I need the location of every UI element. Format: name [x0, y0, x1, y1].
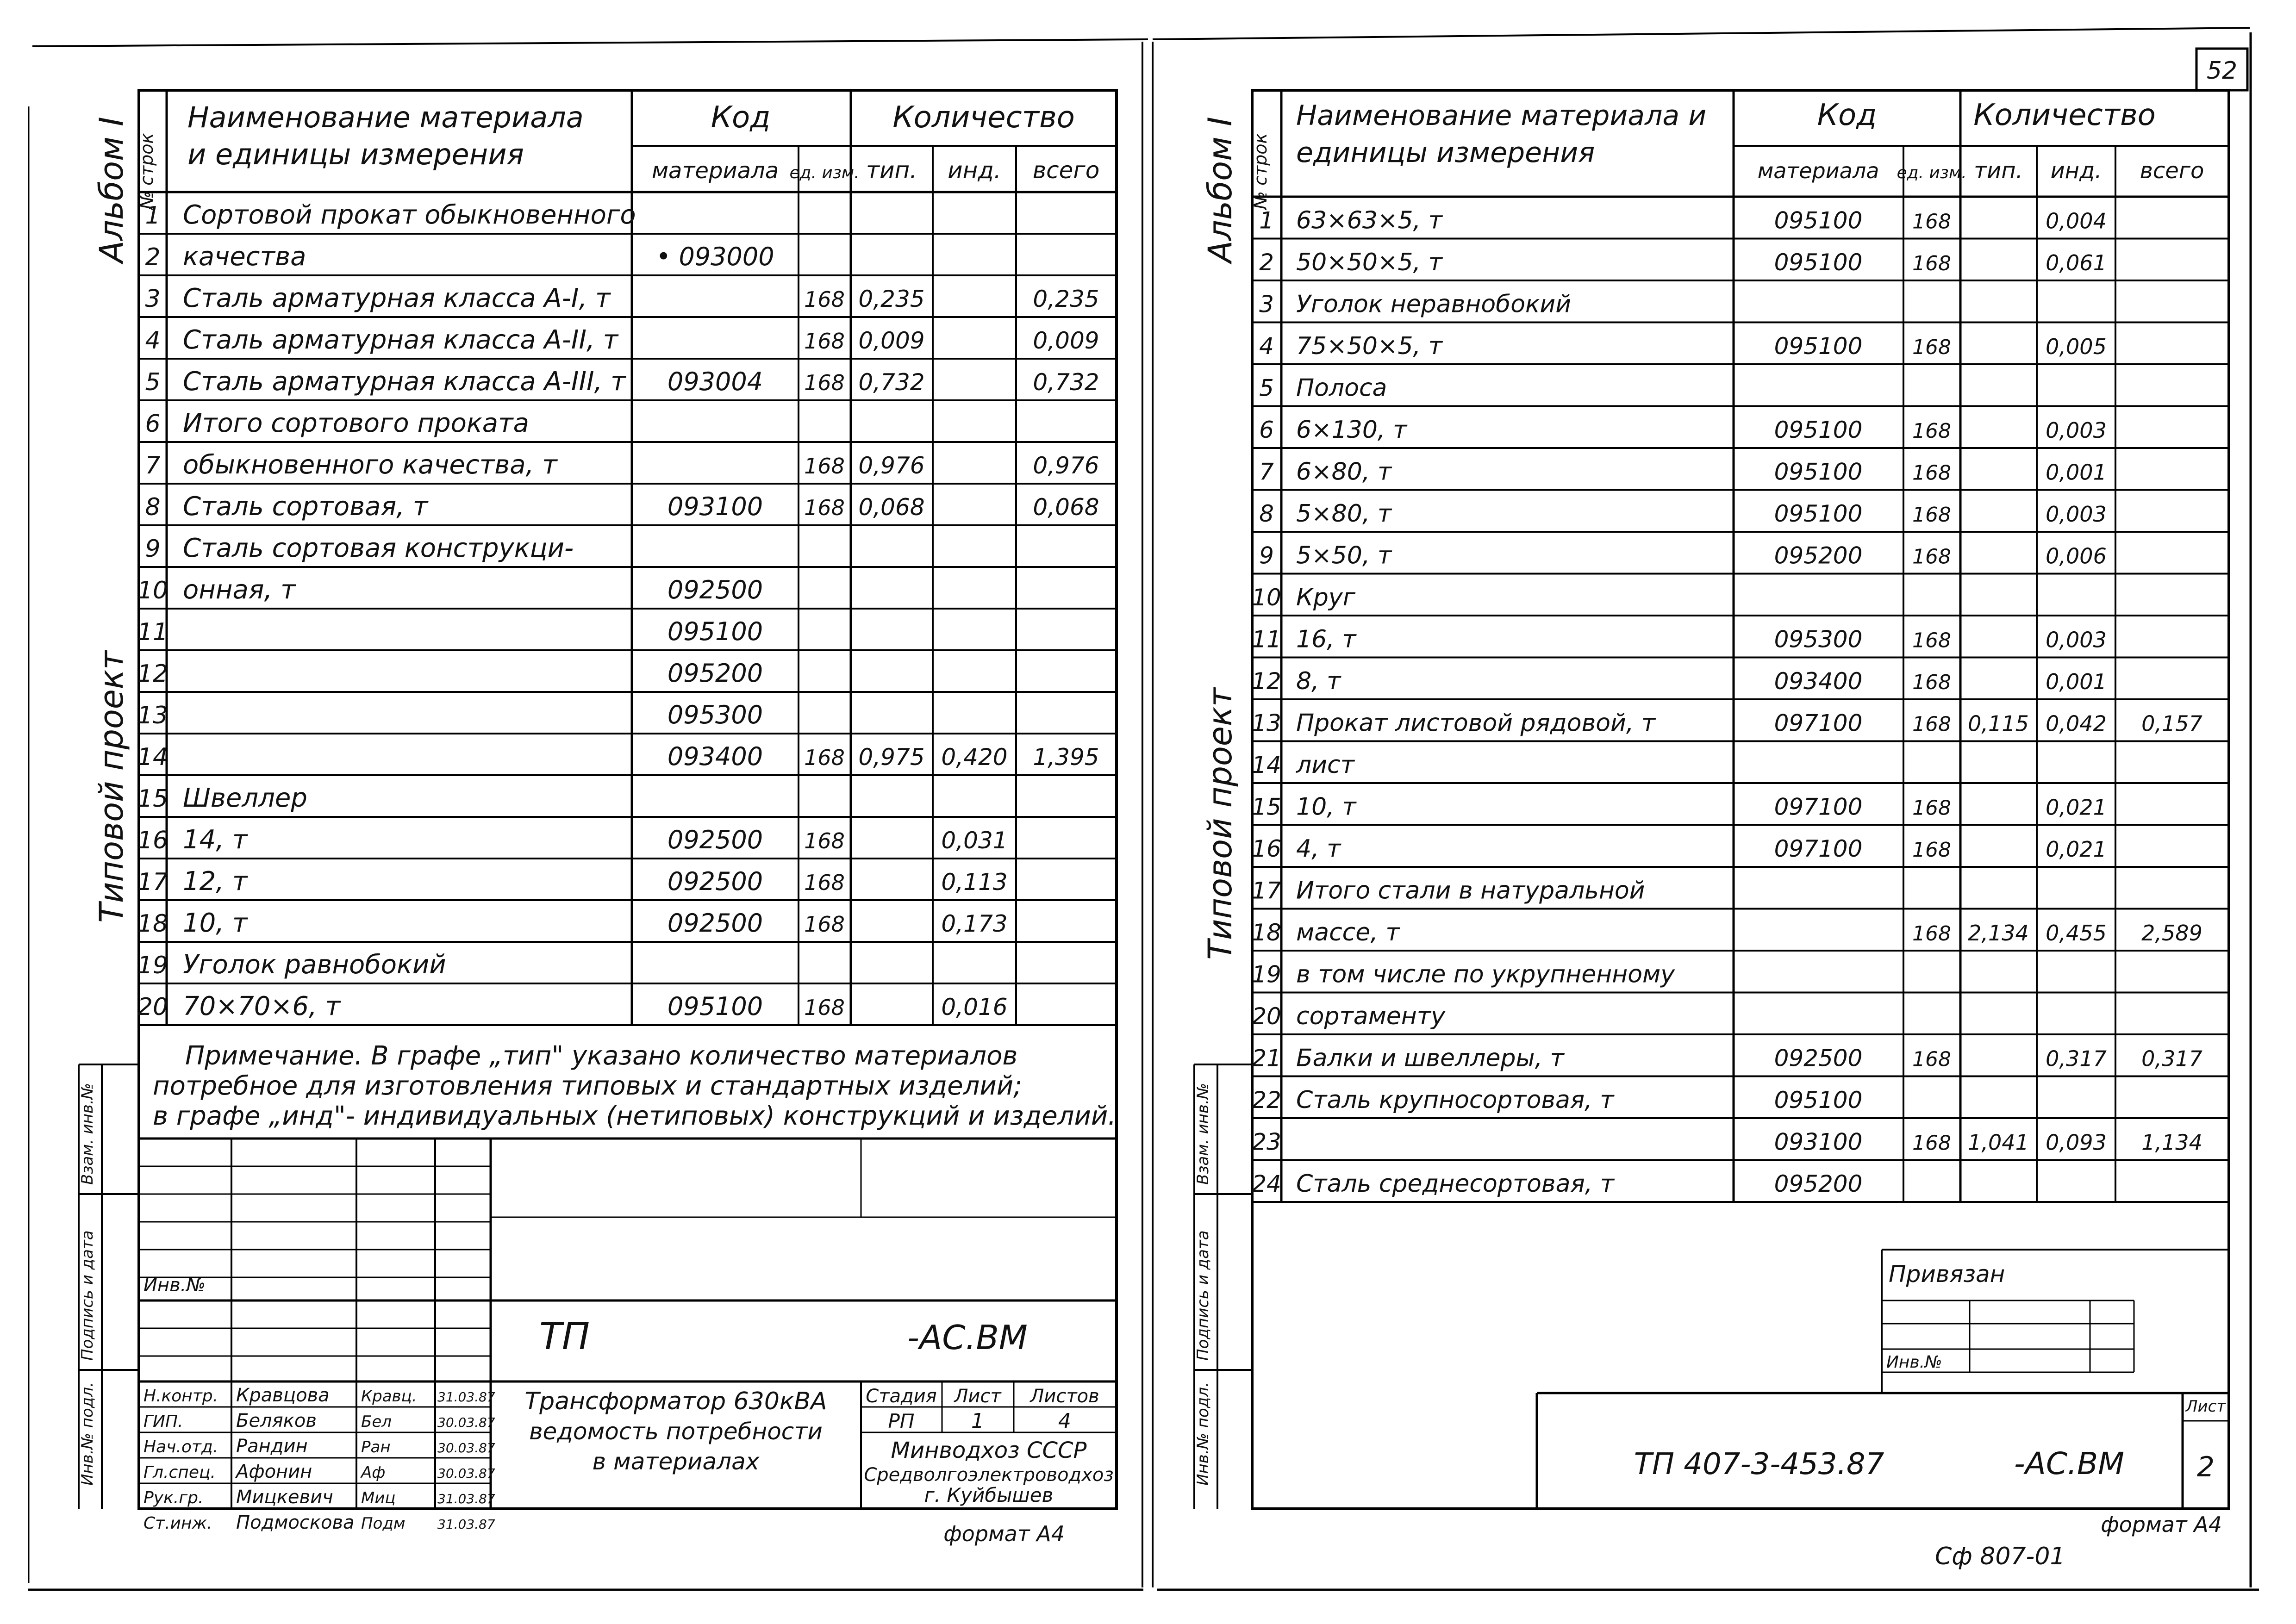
tb-org-3: г. Куйбышев: [924, 1484, 1054, 1506]
row-number: 10: [137, 577, 168, 604]
row-name: Сталь крупносортовая, т: [1296, 1086, 1614, 1114]
row-name: 50×50×5, т: [1296, 249, 1442, 276]
header-qty-right: Количество: [1973, 98, 2156, 132]
row-code: 095300: [667, 700, 763, 729]
row-unit: 168: [804, 329, 845, 354]
row-number: 9: [145, 535, 161, 563]
row-total: 1,134: [2141, 1130, 2202, 1155]
row-code: 093400: [1774, 668, 1863, 695]
row-typ: 2,134: [1968, 921, 2029, 946]
row-unit: 168: [1912, 671, 1951, 694]
header-name-2-right: единицы измерения: [1296, 137, 1595, 169]
row-ind: 0,455: [2046, 921, 2107, 946]
row-name: Сталь арматурная класса А-II, т: [183, 325, 618, 355]
row-number: 6: [1259, 417, 1274, 443]
row-name: 63×63×5, т: [1296, 206, 1442, 235]
tb-sheets-label: Листов: [1030, 1386, 1099, 1407]
row-name: Сталь арматурная класса А-I, т: [183, 283, 611, 313]
row-unit: 168: [804, 912, 845, 937]
row-code: 092500: [667, 825, 763, 854]
row-total: 0,009: [1033, 327, 1099, 354]
tb-title-3: в материалах: [592, 1448, 760, 1475]
row-name: сортаменту: [1296, 1002, 1445, 1030]
note-line-1: Примечание. В графе „тип" указано количество материалов: [185, 1041, 1018, 1071]
row-code: 093004: [667, 367, 763, 396]
header-code: Код: [711, 100, 771, 135]
tb-date: 30.03.87: [437, 1466, 495, 1481]
table-row: [1252, 751, 1355, 779]
table-row: [145, 533, 574, 563]
row-name: Уголок равнобокий: [183, 950, 446, 980]
table-row: [145, 200, 636, 230]
row-ind: 0,021: [2046, 837, 2107, 862]
row-code: 093400: [667, 742, 763, 771]
row-unit: 168: [804, 495, 845, 520]
row-name: онная, т: [183, 575, 296, 605]
row-number: 14: [137, 743, 168, 771]
row-number: 8: [1259, 500, 1274, 527]
row-total: 0,235: [1033, 286, 1099, 312]
stamp-sign-left: Подпись и дата: [78, 1230, 97, 1361]
row-number: 24: [1252, 1170, 1281, 1197]
row-code: 095100: [667, 617, 763, 646]
row-name: Балки и швеллеры, т: [1296, 1044, 1564, 1072]
tb-sign: Ран: [361, 1438, 391, 1456]
stamp-vzam-left: Взам. инв.№: [78, 1083, 97, 1185]
row-name: Сталь арматурная класса А-III, т: [183, 367, 626, 397]
tb-title-1: Трансформатор 630кВА: [524, 1388, 827, 1415]
tb-stage: РП: [888, 1410, 915, 1432]
row-number: 22: [1252, 1087, 1281, 1114]
tb-sign: Бел: [361, 1412, 392, 1431]
row-ind: 0,003: [2046, 418, 2107, 443]
row-number: 5: [145, 368, 161, 396]
row-code: • 093000: [656, 242, 774, 271]
row-name: 12, т: [183, 866, 248, 896]
header-code-right: Код: [1817, 98, 1877, 132]
row-number: 12: [1252, 668, 1281, 695]
row-ind: 0,003: [2046, 502, 2107, 527]
row-unit: 168: [1912, 210, 1951, 234]
row-number: 18: [1252, 919, 1281, 946]
row-name: 5×80, т: [1296, 500, 1392, 528]
row-unit: 168: [804, 828, 845, 853]
note-line-2: потребное для изготовления типовых и стандартных изделий;: [153, 1071, 1022, 1101]
row-code: 092500: [667, 867, 763, 896]
row-number: 16: [137, 827, 168, 854]
header-row-no-right: № строк: [1250, 133, 1271, 210]
row-ind: 0,173: [941, 910, 1008, 937]
tb-date: 31.03.87: [437, 1517, 495, 1532]
row-ind: 0,016: [941, 994, 1008, 1020]
row-unit: 168: [1912, 1047, 1951, 1071]
row-name: 75×50×5, т: [1296, 332, 1442, 360]
doc-sheet: 2: [2196, 1451, 2215, 1483]
tb-role: Рук.гр.: [144, 1488, 204, 1507]
row-number: 21: [1252, 1045, 1281, 1072]
row-name: Итого сортового проката: [183, 408, 529, 438]
row-number: 3: [1259, 291, 1274, 318]
row-number: 1: [1259, 207, 1274, 234]
row-code: 093100: [667, 492, 763, 521]
row-code: 095200: [667, 659, 763, 688]
row-number: 20: [1252, 1003, 1281, 1030]
row-number: 7: [145, 452, 161, 479]
row-total: 2,589: [2141, 921, 2202, 946]
stamp-vzam-right: Взам. инв.№: [1194, 1083, 1212, 1185]
row-typ: 1,041: [1968, 1130, 2029, 1155]
row-total: 1,395: [1033, 744, 1099, 771]
row-ind: 0,001: [2046, 460, 2107, 485]
row-number: 16: [1252, 835, 1281, 862]
row-name: качества: [183, 242, 306, 272]
row-ind: 0,031: [941, 827, 1008, 854]
tb-tp: ТП: [539, 1315, 590, 1358]
tb-role: Гл.спец.: [144, 1463, 216, 1482]
tb-sign: Аф: [361, 1463, 386, 1482]
row-unit: 168: [804, 995, 845, 1020]
row-name: Круг: [1296, 584, 1356, 611]
row-code: 095100: [667, 992, 763, 1021]
tb-inv-no: Инв.№: [144, 1275, 206, 1296]
table-row: [1252, 877, 1645, 905]
row-number: 19: [137, 952, 168, 979]
row-unit: 168: [1912, 796, 1951, 820]
tb-stage-label: Стадия: [866, 1386, 937, 1407]
row-name: Уголок неравнобокий: [1296, 290, 1572, 318]
header-sub-total-right: всего: [2140, 158, 2204, 184]
row-name: Итого стали в натуральной: [1296, 877, 1645, 905]
row-unit: 168: [804, 454, 845, 479]
stamp-inv-left: Инв.№ подл.: [78, 1382, 97, 1486]
tb-date: 30.03.87: [437, 1415, 495, 1430]
tb-title-2: ведомость потребности: [529, 1418, 823, 1445]
tb-sheet: 1: [971, 1409, 984, 1433]
row-number: 8: [145, 493, 161, 521]
tb-code: -АС.ВМ: [907, 1318, 1028, 1357]
row-name: 5×50, т: [1296, 541, 1392, 570]
table-row: [137, 783, 307, 813]
table-row: [1252, 584, 1356, 611]
row-unit: 168: [804, 370, 845, 395]
row-total: 0,157: [2141, 711, 2202, 736]
tb-date: 31.03.87: [437, 1491, 495, 1506]
tb-name: Мицкевич: [236, 1487, 333, 1508]
stamp-inv-right: Инв.№ подл.: [1194, 1382, 1212, 1486]
table-row: [1252, 961, 1675, 989]
row-ind: 0,001: [2046, 669, 2107, 694]
row-name: Полоса: [1296, 374, 1387, 402]
tb-sheets: 4: [1058, 1409, 1071, 1433]
row-number: 18: [137, 910, 168, 938]
row-ind: 0,093: [2046, 1130, 2107, 1155]
row-number: 5: [1259, 374, 1274, 402]
row-code: 095100: [1774, 417, 1863, 443]
format-left: формат А4: [943, 1521, 1065, 1546]
row-code: 095200: [1774, 542, 1863, 569]
format-right: формат А4: [2101, 1512, 2222, 1537]
row-typ: 0,976: [858, 452, 925, 479]
tb-name: Рандин: [236, 1436, 308, 1457]
row-name: обыкновенного качества, т: [183, 450, 557, 480]
tb-name: Кравцова: [236, 1385, 330, 1406]
row-name: 10, т: [183, 908, 248, 938]
row-name: в том числе по укрупненному: [1296, 960, 1675, 989]
header-sub-material-right: материала: [1757, 158, 1879, 183]
row-ind: 0,317: [2046, 1046, 2107, 1071]
row-unit: 168: [1912, 1131, 1951, 1155]
row-number: 15: [137, 785, 168, 813]
row-total: 0,068: [1033, 494, 1099, 521]
row-number: 12: [137, 660, 168, 688]
project-label-left: Типовой проект: [93, 651, 131, 923]
row-total: 0,976: [1033, 452, 1099, 479]
row-typ: 0,235: [858, 286, 925, 312]
row-ind: 0,113: [941, 869, 1008, 896]
row-number: 4: [1259, 333, 1274, 360]
row-code: 095100: [1774, 1087, 1863, 1114]
row-code: 097100: [1774, 793, 1863, 821]
row-number: 13: [137, 702, 168, 729]
row-name: 4, т: [1296, 835, 1341, 863]
row-code: 095100: [1774, 458, 1863, 485]
row-unit: 168: [1912, 461, 1951, 485]
row-unit: 168: [1912, 503, 1951, 527]
row-name: Сталь среднесортовая, т: [1296, 1170, 1615, 1198]
row-code: 095100: [1774, 249, 1863, 276]
header-sub-unit: ед. изм.: [789, 163, 860, 182]
row-number: 19: [1252, 961, 1281, 988]
header-sub-ind: инд.: [948, 157, 1001, 184]
table-row: [145, 408, 529, 438]
header-row-no: № строк: [137, 133, 157, 210]
row-name: Сортовой прокат обыкновенного: [183, 200, 636, 230]
tb-sheet-label: Лист: [954, 1386, 1001, 1407]
doc-sheet-label: Лист: [2185, 1397, 2226, 1416]
tb-sign: Миц: [361, 1489, 396, 1507]
row-code: 092500: [1774, 1045, 1863, 1072]
row-number: 23: [1252, 1128, 1281, 1156]
row-number: 6: [145, 410, 161, 438]
row-name: Сталь сортовая конструкци-: [183, 533, 574, 563]
row-number: 1: [145, 202, 161, 230]
row-unit: 168: [1912, 336, 1951, 359]
row-number: 3: [145, 285, 161, 313]
table-row: [1252, 1002, 1446, 1030]
row-unit: 168: [1912, 712, 1951, 736]
row-name: Швеллер: [183, 783, 307, 813]
row-number: 17: [1252, 877, 1281, 904]
row-name: 6×130, т: [1296, 416, 1407, 444]
sheet-code: Сф 807-01: [1935, 1543, 2065, 1570]
tb-name: Беляков: [236, 1410, 317, 1431]
row-ind: 0,004: [2046, 208, 2107, 234]
row-name: Прокат листовой рядовой, т: [1296, 709, 1656, 737]
tb-org-1: Минводхоз СССР: [891, 1437, 1087, 1463]
row-unit: 168: [1912, 419, 1951, 443]
row-ind: 0,061: [2046, 250, 2107, 275]
header-name-2: и единицы измерения: [187, 137, 524, 171]
row-number: 11: [1252, 626, 1281, 653]
row-ind: 0,003: [2046, 627, 2107, 653]
row-name: 16, т: [1296, 625, 1356, 653]
row-total: 0,317: [2141, 1046, 2202, 1071]
row-typ: 0,732: [858, 369, 925, 396]
note-line-3: в графе „инд"- индивидуальных (нетиповых) конструкций и изделий.: [153, 1101, 1117, 1131]
tb-date: 30.03.87: [437, 1440, 495, 1456]
tb-name: Подмоскова: [236, 1512, 355, 1533]
header-sub-unit-right: ед. изм.: [1897, 163, 1967, 182]
stamp-sign-right: Подпись и дата: [1194, 1230, 1212, 1361]
row-name: 10, т: [1296, 793, 1356, 821]
row-name: массе, т: [1296, 919, 1400, 946]
row-ind: 0,021: [2046, 795, 2107, 820]
row-number: 9: [1259, 542, 1274, 569]
row-code: 095100: [1774, 333, 1863, 360]
row-ind: 0,042: [2046, 711, 2107, 736]
row-number: 2: [145, 243, 161, 271]
tb-org-2: Средволгоэлектроводхоз: [864, 1464, 1114, 1486]
row-code: 095100: [1774, 207, 1863, 234]
doc-number: ТП 407-3-453.87: [1634, 1447, 1884, 1481]
row-number: 10: [1252, 584, 1281, 611]
header-name-1: Наименование материала: [187, 100, 584, 134]
tb-role: Нач.отд.: [144, 1437, 218, 1456]
row-ind: 0,420: [941, 744, 1008, 771]
tb-sign: Подм: [361, 1514, 406, 1533]
row-unit: 168: [1912, 838, 1951, 862]
tb-role: Н.контр.: [144, 1387, 218, 1406]
table-row: [137, 950, 446, 980]
row-typ: 0,115: [1968, 711, 2029, 736]
row-total: 0,732: [1033, 369, 1099, 396]
row-number: 2: [1259, 249, 1274, 276]
row-typ: 0,068: [858, 494, 925, 521]
header-sub-typ: тип.: [866, 157, 917, 184]
album-label-left: Альбом I: [93, 117, 131, 263]
row-code: 092500: [667, 575, 763, 604]
header-sub-total: всего: [1032, 157, 1100, 184]
row-ind: 0,005: [2046, 334, 2107, 359]
privyazan-label: Привязан: [1889, 1261, 2005, 1288]
row-number: 4: [145, 327, 161, 355]
row-unit: 168: [804, 287, 845, 312]
row-name: 14, т: [183, 825, 248, 855]
row-code: 095200: [1774, 1170, 1863, 1197]
row-unit: 168: [1912, 628, 1951, 653]
row-code: 097100: [1774, 709, 1863, 737]
row-name: 8, т: [1296, 667, 1341, 695]
header-sub-material: материала: [651, 158, 779, 184]
row-code: 095300: [1774, 626, 1863, 653]
project-label-right: Типовой проект: [1201, 688, 1239, 960]
tb-sign: Кравц.: [361, 1387, 417, 1406]
row-code: 092500: [667, 908, 763, 938]
page-number: 52: [2206, 57, 2238, 85]
row-code: 095100: [1774, 500, 1863, 527]
tb-date: 31.03.87: [437, 1389, 495, 1405]
row-unit: 168: [804, 870, 845, 895]
table-row: [1259, 291, 1571, 318]
row-number: 17: [137, 868, 168, 896]
row-unit: 168: [1912, 922, 1951, 946]
doc-code: -АС.ВМ: [2014, 1446, 2125, 1481]
tb-role: Ст.инж.: [144, 1514, 212, 1533]
row-typ: 0,009: [858, 327, 925, 354]
row-ind: 0,006: [2046, 543, 2107, 569]
row-code: 097100: [1774, 835, 1863, 862]
row-name: Сталь сортовая, т: [183, 492, 428, 522]
row-number: 20: [137, 993, 168, 1021]
row-number: 15: [1252, 793, 1281, 821]
header-sub-typ-right: тип.: [1974, 158, 2023, 184]
album-label-right: Альбом I: [1201, 117, 1239, 263]
row-unit: 168: [1912, 252, 1951, 275]
header-sub-ind-right: инд.: [2050, 158, 2102, 184]
row-number: 11: [137, 618, 168, 646]
row-unit: 168: [1912, 545, 1951, 569]
pb-inv-no: Инв.№: [1886, 1353, 1942, 1372]
row-number: 14: [1252, 752, 1281, 778]
row-typ: 0,975: [858, 744, 925, 771]
tb-role: ГИП.: [144, 1412, 183, 1431]
tb-name: Афонин: [236, 1461, 312, 1482]
row-number: 13: [1252, 709, 1281, 737]
header-name-1-right: Наименование материала и: [1296, 100, 1707, 132]
row-code: 093100: [1774, 1128, 1863, 1156]
row-name: лист: [1296, 751, 1354, 779]
row-name: 6×80, т: [1296, 458, 1392, 486]
row-unit: 168: [804, 745, 845, 770]
row-name: 70×70×6, т: [183, 991, 341, 1021]
row-number: 7: [1259, 458, 1274, 485]
header-qty: Количество: [892, 100, 1075, 135]
